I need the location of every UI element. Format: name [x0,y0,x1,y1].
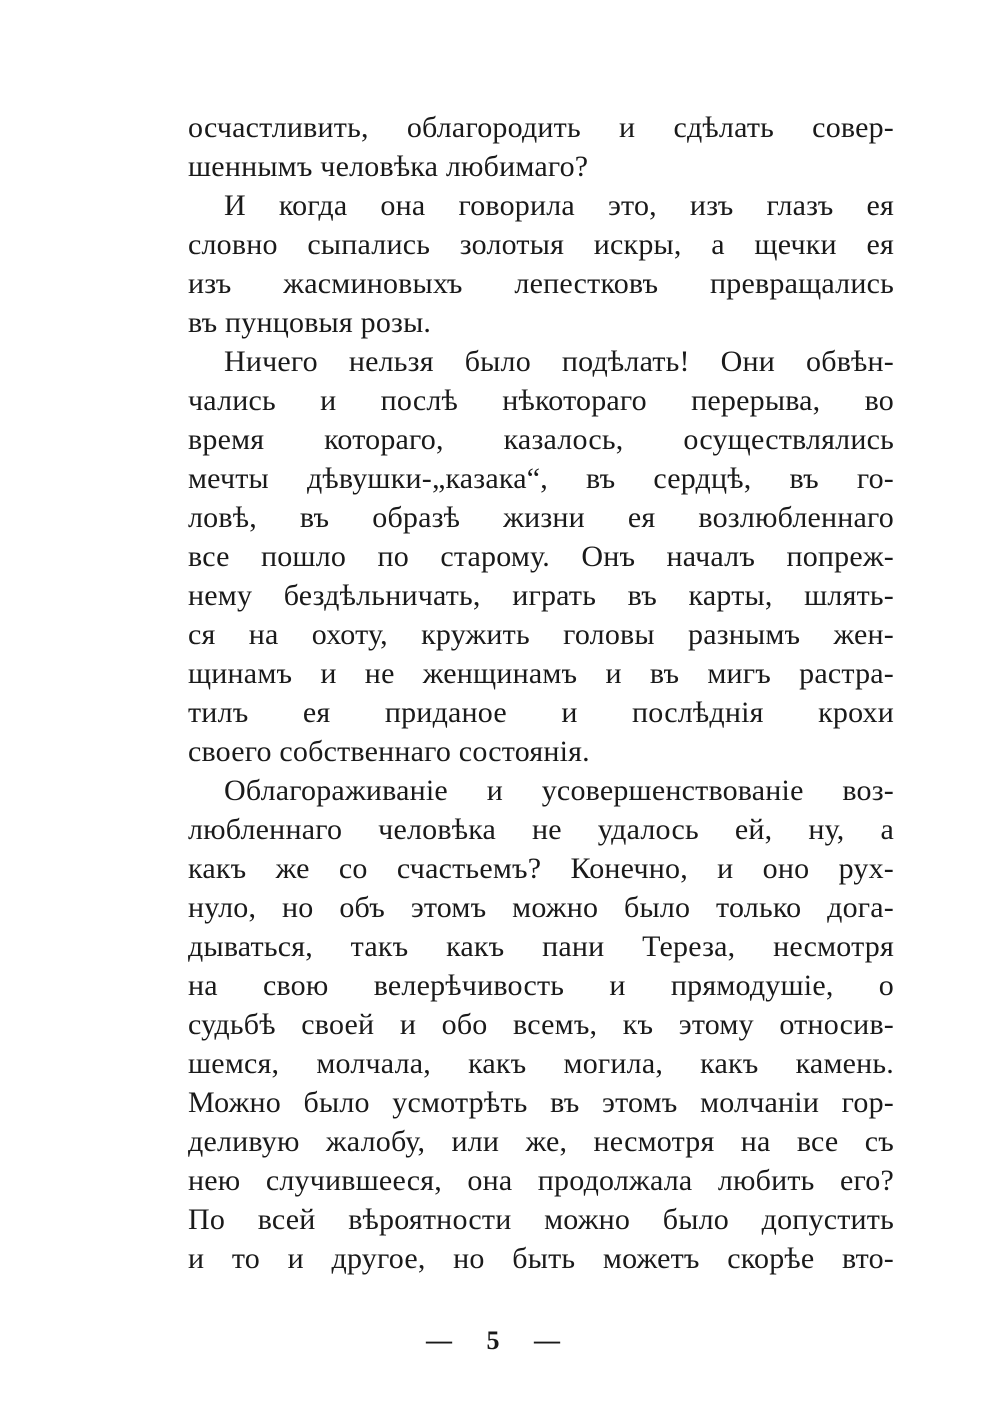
text-line: словно сыпались золотыя искры, а щечки ея [188,228,894,261]
text-line: нему бездѣльничать, играть въ карты, шлять- [188,579,894,612]
text-line: нею случившееся, она продолжала любить его? [188,1164,894,1197]
paragraph [188,342,894,771]
text-line: своего собственнаго состоянія. [188,735,590,768]
text-line: и то и другое, но быть можетъ скорѣе вто- [188,1242,894,1275]
text-line: шемся, молчала, какъ могила, какъ камень. [188,1047,894,1080]
text-line: какъ же со счастьемъ? Конечно, и оно рух- [188,852,894,885]
text-line: Можно было усмотрѣть въ этомъ молчаніи гор- [188,1086,894,1119]
text-line: тилъ ея приданое и послѣднія крохи [188,696,894,729]
text-line: И когда она говорила это, изъ глазъ ея [224,189,894,222]
text-line: изъ жасминовыхъ лепестковъ превращались [188,267,894,300]
text-line: въ пунцовыя розы. [188,306,432,339]
text-line: деливую жалобу, или же, несмотря на все съ [188,1125,894,1158]
paragraph [188,108,894,186]
text-line: на свою велерѣчивость и прямодушіе, о [188,969,894,1002]
text-line: все пошло по старому. Онъ началъ попреж- [188,540,894,573]
text-line: шеннымъ человѣка любимаго? [188,150,589,183]
paragraph [188,186,894,342]
text-line: дываться, такъ какъ пани Тереза, несмотря [188,930,894,963]
text-line: ловѣ, въ образѣ жизни ея возлюбленнаго [188,501,894,534]
text-line: ся на охоту, кружить головы разнымъ жен- [188,618,894,651]
text-line: Облагораживаніе и усовершенствованіе воз- [224,774,894,807]
page-body-text [188,108,894,1278]
text-line: чались и послѣ нѣкотораго перерыва, во [188,384,894,417]
text-line: судьбѣ своей и обо всемъ, къ этому относив- [188,1008,894,1041]
text-line: осчастливить, облагородить и сдѣлать совер- [188,111,894,144]
text-line: любленнаго человѣка не удалось ей, ну, а [188,813,894,846]
text-line: мечты дѣвушки-„казака“, въ сердцѣ, въ го- [188,462,894,495]
text-line: нуло, но объ этомъ можно было только дога- [188,891,894,924]
text-line: По всей вѣроятности можно было допустить [188,1203,894,1236]
paragraph [188,771,894,1278]
text-line: Ничего нельзя было подѣлать! Они обвѣн- [224,345,894,378]
text-line: время котораго, казалось, осуществлялись [188,423,894,456]
text-line: щинамъ и не женщинамъ и въ мигъ растра- [188,657,894,690]
page-number: — 5 — [426,1326,574,1355]
